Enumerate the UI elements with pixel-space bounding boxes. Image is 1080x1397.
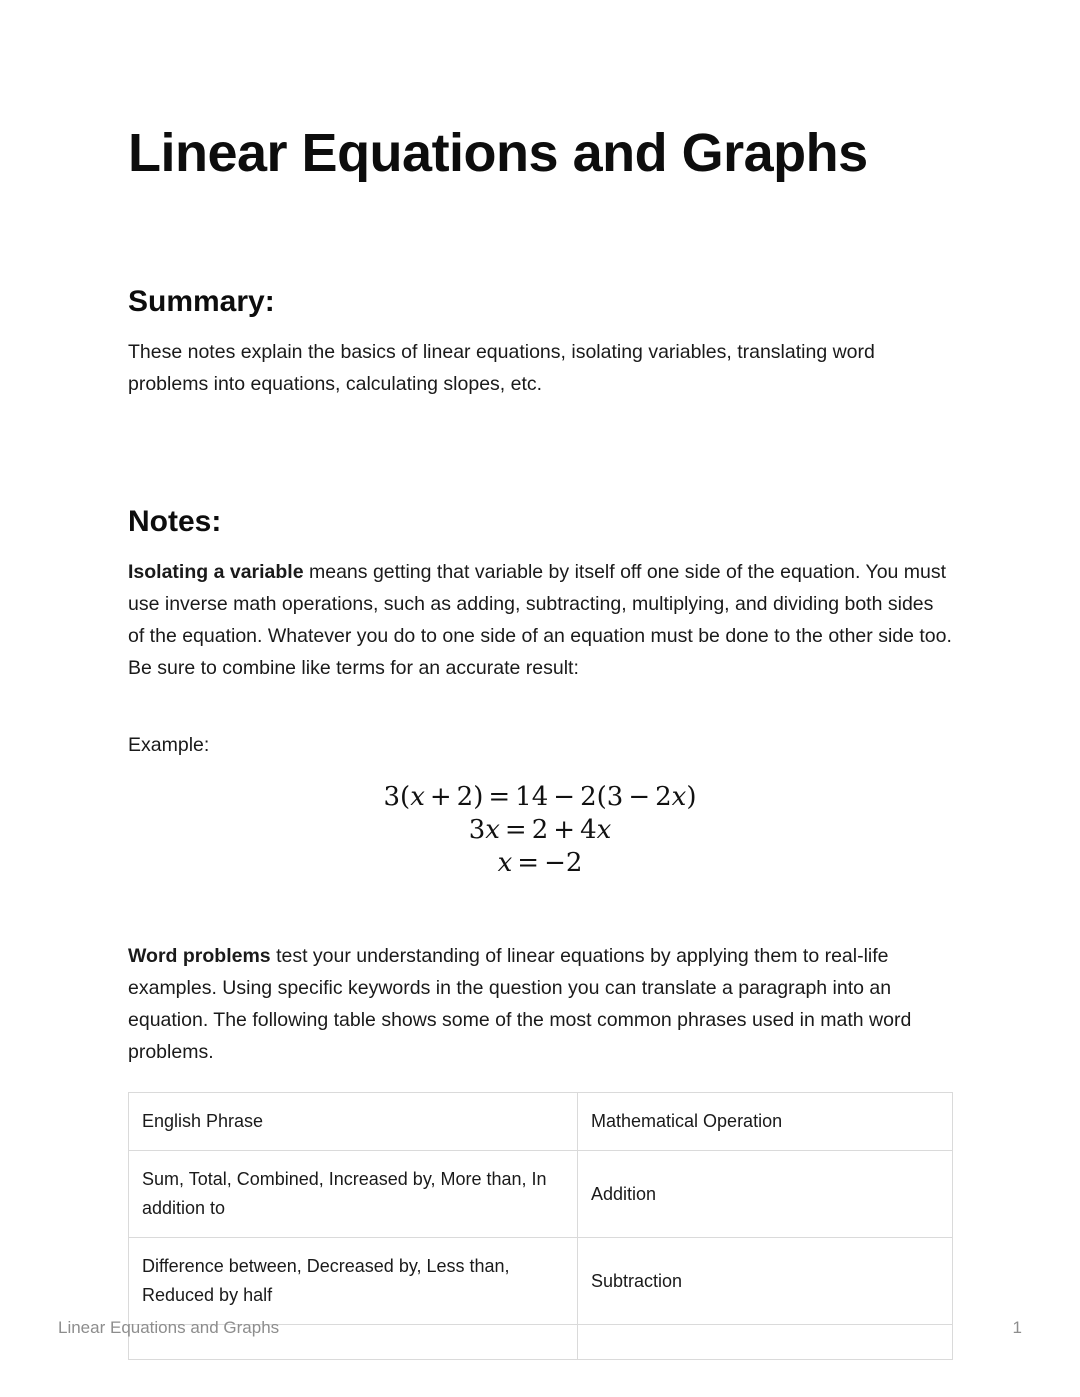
notes-heading: Notes: <box>128 505 222 539</box>
table-cell-operation: Subtraction <box>578 1238 953 1325</box>
equation-line-3: x = −2 <box>497 848 583 879</box>
page-footer <box>58 1316 1022 1340</box>
page-title: Linear Equations and Graphs <box>128 123 868 183</box>
table-row <box>129 1151 953 1238</box>
document-content <box>128 0 952 1360</box>
table-header-row <box>129 1093 953 1151</box>
table-cell-phrase: Sum, Total, Combined, Increased by, More than, In addition to <box>129 1151 578 1238</box>
word-problems-term: Word problems <box>128 945 271 968</box>
table-cell-operation: Addition <box>578 1151 953 1238</box>
table-row <box>129 1238 953 1325</box>
summary-heading: Summary: <box>128 285 275 319</box>
table-cell-phrase: Difference between, Decreased by, Less than, Reduced by half <box>129 1238 578 1325</box>
example-equations <box>128 761 952 880</box>
equation-line-1: 3(x + 2) = 14 − 2(3 − 2x) <box>383 782 697 813</box>
isolating-variable-paragraph <box>128 540 952 684</box>
isolating-variable-text: means getting that variable by itself off one side of the equation. You must use inverse math operations, such as adding, subtracting, multiplying, and dividing both sides of the equation. Whatever you do to one side of an equation must be done to the other side too. Be sure to combine like terms for an accurate result: <box>128 561 952 680</box>
equation-line-2: 3x = 2 + 4x <box>468 815 612 846</box>
table-header-math-operation: Mathematical Operation <box>578 1093 953 1151</box>
isolating-variable-term: Isolating a variable <box>128 561 304 584</box>
example-label: Example: <box>128 734 210 757</box>
footer-document-title: Linear Equations and Graphs <box>58 1318 280 1337</box>
footer-page-number: 1 <box>1012 1318 1022 1337</box>
word-problems-text: test your understanding of linear equations by applying them to real-life examples. Using specific keywords in the question you can translate a paragraph into an equation. The following table shows some of the most common phrases used in math word problems. <box>128 945 912 1064</box>
table-header-english-phrase: English Phrase <box>129 1093 578 1151</box>
summary-paragraph: These notes explain the basics of linear equations, isolating variables, translating word problems into equations, calculating slopes, etc. <box>128 341 875 396</box>
word-problems-paragraph <box>128 880 952 1068</box>
